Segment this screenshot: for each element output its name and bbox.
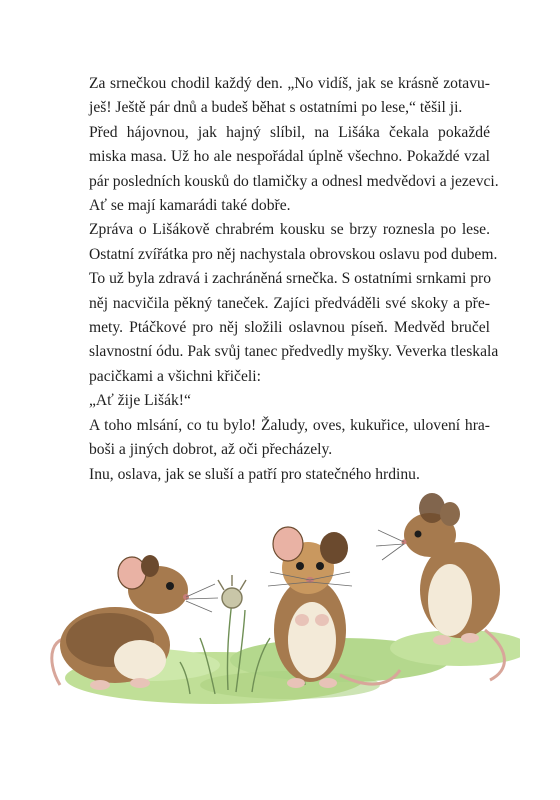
text-line: Za srnečkou chodil každý den. „No vidíš, jak se krásně zotavu- — [89, 75, 490, 92]
text-line: A toho mlsání, co tu bylo! Žaludy, oves, kukuřice, ulovení hra- — [89, 416, 490, 434]
paragraph — [72, 414, 490, 463]
story-text — [72, 72, 499, 487]
text-line: To už byla zdravá i zachráněná srnečka. S ostatními srnkami pro — [89, 270, 492, 288]
text-line: miska masa. Už ho ale nespořádal úplně všechno. Pokaždé vzal — [89, 148, 490, 166]
text-line: pár posledních kousků do tlamičky a odnesl medvědovi a jezevci. — [89, 172, 499, 190]
text-line: pacičkami a všichni křičeli: — [89, 367, 261, 385]
text-line: „Ať žije Lišák!“ — [89, 392, 191, 410]
text-line: ješ! Ještě pár dnů a budeš běhat s ostatními po lese,“ těšil ji. — [89, 99, 463, 117]
text-line: mety. Ptáčkové pro něj složili oslavnou píseň. Medvěd bručel — [89, 319, 490, 337]
text-line: Ať se mají kamarádi také dobře. — [89, 197, 291, 215]
text-line: Zpráva o Lišákově chrabrém kousku se brzy roznesla po lese. — [89, 221, 490, 239]
text-line: slavnostní ódu. Pak svůj tanec předvedly myšky. Veverka tleskala — [89, 343, 499, 361]
paragraph — [72, 121, 499, 219]
paragraph — [72, 218, 499, 389]
text-line: Ostatní zvířátka pro něj nachystala obrovskou oslavu pod dubem. — [89, 245, 498, 263]
text-line: Před hájovnou, jak hajný slíbil, na Lišáka čekala pokaždé — [89, 123, 490, 141]
paragraph — [72, 72, 490, 121]
paragraph — [72, 389, 490, 413]
text-line: boši a jiných dobrot, až oči přecházely. — [89, 441, 333, 459]
mice-illustration — [40, 480, 520, 730]
text-line: něj nacvičila pěkný taneček. Zajíci předváděli své skoky a pře- — [89, 294, 490, 312]
text-line: Inu, oslava, jak se sluší a patří pro statečného hrdinu. — [89, 465, 420, 483]
